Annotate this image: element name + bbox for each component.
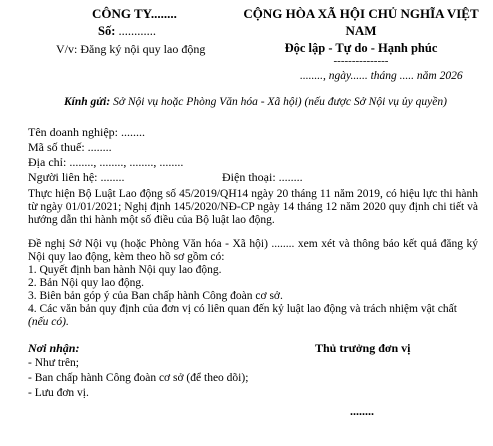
recipient-item-2: - Ban chấp hành Công đoàn cơ sở (để theo dõi);: [28, 372, 249, 384]
document-number-placeholder: ............: [118, 24, 156, 38]
recipient-item-3: - Lưu đơn vị.: [28, 387, 89, 399]
attachment-item-2: 2. Bản Nội quy lao động.: [28, 277, 144, 289]
phone-field: Điện thoại: ........: [222, 170, 303, 184]
company-heading: [92, 6, 177, 22]
attachment-item-3: 3. Biên bản góp ý của Ban chấp hành Công đoàn cơ sở.: [28, 290, 283, 302]
request-paragraph: Đề nghị Sở Nội vụ (hoặc Phòng Văn hóa - Xã hội) ........ xem xét và thông báo kết quả đăng ký Nội quy lao động, kèm theo hồ sơ gồm có:: [28, 238, 478, 263]
date-line: ........, ngày...... tháng ..... năm 2026: [300, 70, 463, 82]
slogan-divider: ---------------: [333, 55, 389, 67]
national-slogan: Độc lập - Tự do - Hạnh phúc: [284, 41, 438, 55]
recipient-label: Kính gửi:: [64, 96, 111, 108]
recipients-label: Nơi nhận:: [28, 341, 80, 355]
national-motto-line1: CỘNG HÒA XÃ HỘI CHỦ NGHĨA VIỆT: [243, 6, 479, 21]
company-name-field: Tên doanh nghiệp: ........: [28, 125, 145, 139]
document-number-label: Số:: [98, 24, 116, 38]
contact-person-field: Người liên hệ: ........: [28, 170, 125, 184]
signature-placeholder: ........: [350, 404, 374, 418]
tax-code-field: Mã số thuế: ........: [28, 140, 112, 154]
company-name: CÔNG TY: [92, 6, 151, 21]
recipient-line: [64, 96, 447, 108]
signer-title: Thủ trưởng đơn vị: [315, 341, 411, 355]
company-name-placeholder: ........: [150, 6, 177, 21]
recipient-item-1: - Như trên;: [28, 357, 79, 369]
recipient-text: Sở Nội vụ hoặc Phòng Văn hóa - Xã hội) (nếu được Sở Nội vụ ủy quyền): [110, 96, 447, 108]
address-field: Địa chỉ: ........, ........, ........, ........: [28, 155, 184, 169]
legal-basis-paragraph: Thực hiện Bộ Luật Lao động số 45/2019/QH14 ngày 20 tháng 11 năm 2019, có hiệu lực thi hành từ ngày 01/01/2021; Nghị định 145/2020/NĐ-CP ngày 14 tháng 12 năm 2020 quy định chi tiết và hướng dẫn thi hành một số điều của Bộ luật lao động.: [28, 188, 478, 226]
national-motto-line2: NAM: [345, 23, 377, 38]
document-subject: V/v: Đăng ký nội quy lao động: [56, 42, 206, 56]
attachment-item-4-note: (nếu có).: [28, 316, 69, 328]
attachment-item-1: 1. Quyết định ban hành Nội quy lao động.: [28, 264, 222, 276]
attachment-item-4: 4. Các văn bản quy định của đơn vị có liên quan đến kỷ luật lao động và trách nhiệm vật chất: [28, 303, 457, 315]
document-number: [98, 24, 156, 39]
